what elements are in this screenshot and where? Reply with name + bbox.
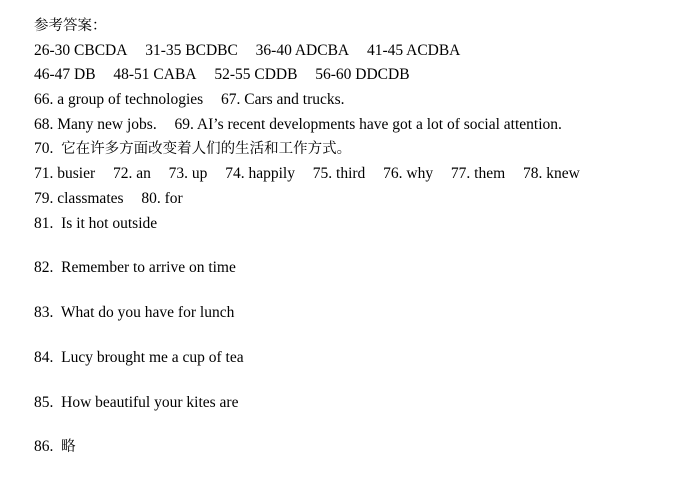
question-number: 84. [34, 348, 54, 366]
answer-group: 46-47 DB [34, 66, 96, 84]
question-number: 83. [34, 304, 54, 322]
answer-item: 79. classmates [34, 189, 124, 207]
answer-item: 73. up [168, 165, 208, 183]
sentence-answer [34, 393, 669, 413]
question-number: 81. [34, 214, 54, 232]
answer-item: 80. for [141, 189, 183, 207]
answer-group: 48-51 CABA [113, 66, 197, 84]
answer-group: 31-35 BCDBC [145, 41, 238, 59]
sentence-answer [34, 437, 669, 457]
answer-group: 36-40 ADCBA [255, 41, 350, 59]
answer-row-4 [34, 113, 669, 138]
chinese-answer: 它在许多方面改变着人们的生活和工作方式。 [61, 141, 352, 158]
answer-row-7 [34, 187, 669, 212]
answer-text: Lucy brought me a cup of tea [61, 348, 244, 366]
answer-key-title: 参考答案： [34, 18, 107, 34]
sentence-answers [34, 214, 669, 458]
answer-row-6 [34, 162, 669, 187]
answer-item: 68. Many new jobs. [34, 115, 157, 133]
answer-text: How beautiful your kites are [61, 393, 239, 411]
answer-item: 71. busier [34, 165, 96, 183]
answer-item: 72. an [112, 165, 151, 183]
answer-item: 67. Cars and trucks. [220, 91, 345, 109]
answer-group: 41-45 ACDBA [366, 41, 461, 59]
sentence-answer [34, 258, 669, 278]
question-number: 86. [34, 438, 54, 456]
answer-group: 52-55 CDDB [214, 66, 298, 84]
answer-text: Is it hot outside [61, 214, 158, 232]
question-number: 85. [34, 393, 54, 411]
answer-text: 略 [61, 439, 76, 456]
answer-item: 78. knew [522, 165, 580, 183]
answer-item: 76. why [383, 165, 434, 183]
answer-key-document [34, 14, 669, 482]
answer-row-1 [34, 39, 669, 64]
sentence-answer [34, 348, 669, 368]
answer-item: 77. them [450, 165, 506, 183]
answer-group: 56-60 DDCDB [315, 66, 410, 84]
answer-item: 66. a group of technologies [34, 91, 204, 109]
answer-text: Remember to arrive on time [61, 259, 236, 277]
answer-item: 74. happily [225, 165, 295, 183]
answer-text: What do you have for lunch [60, 304, 235, 322]
answer-group: 26-30 CBCDA [34, 41, 128, 59]
answer-item: 69. AI’s recent developments have got a lot of social attention. [174, 115, 562, 133]
answer-row-2 [34, 63, 669, 88]
answer-item: 75. third [312, 165, 366, 183]
answer-row-5 [34, 137, 669, 162]
sentence-answer [34, 214, 669, 234]
answer-row-3 [34, 88, 669, 113]
question-number: 70. [34, 140, 54, 158]
sentence-answer [34, 303, 669, 323]
question-number: 82. [34, 259, 54, 277]
